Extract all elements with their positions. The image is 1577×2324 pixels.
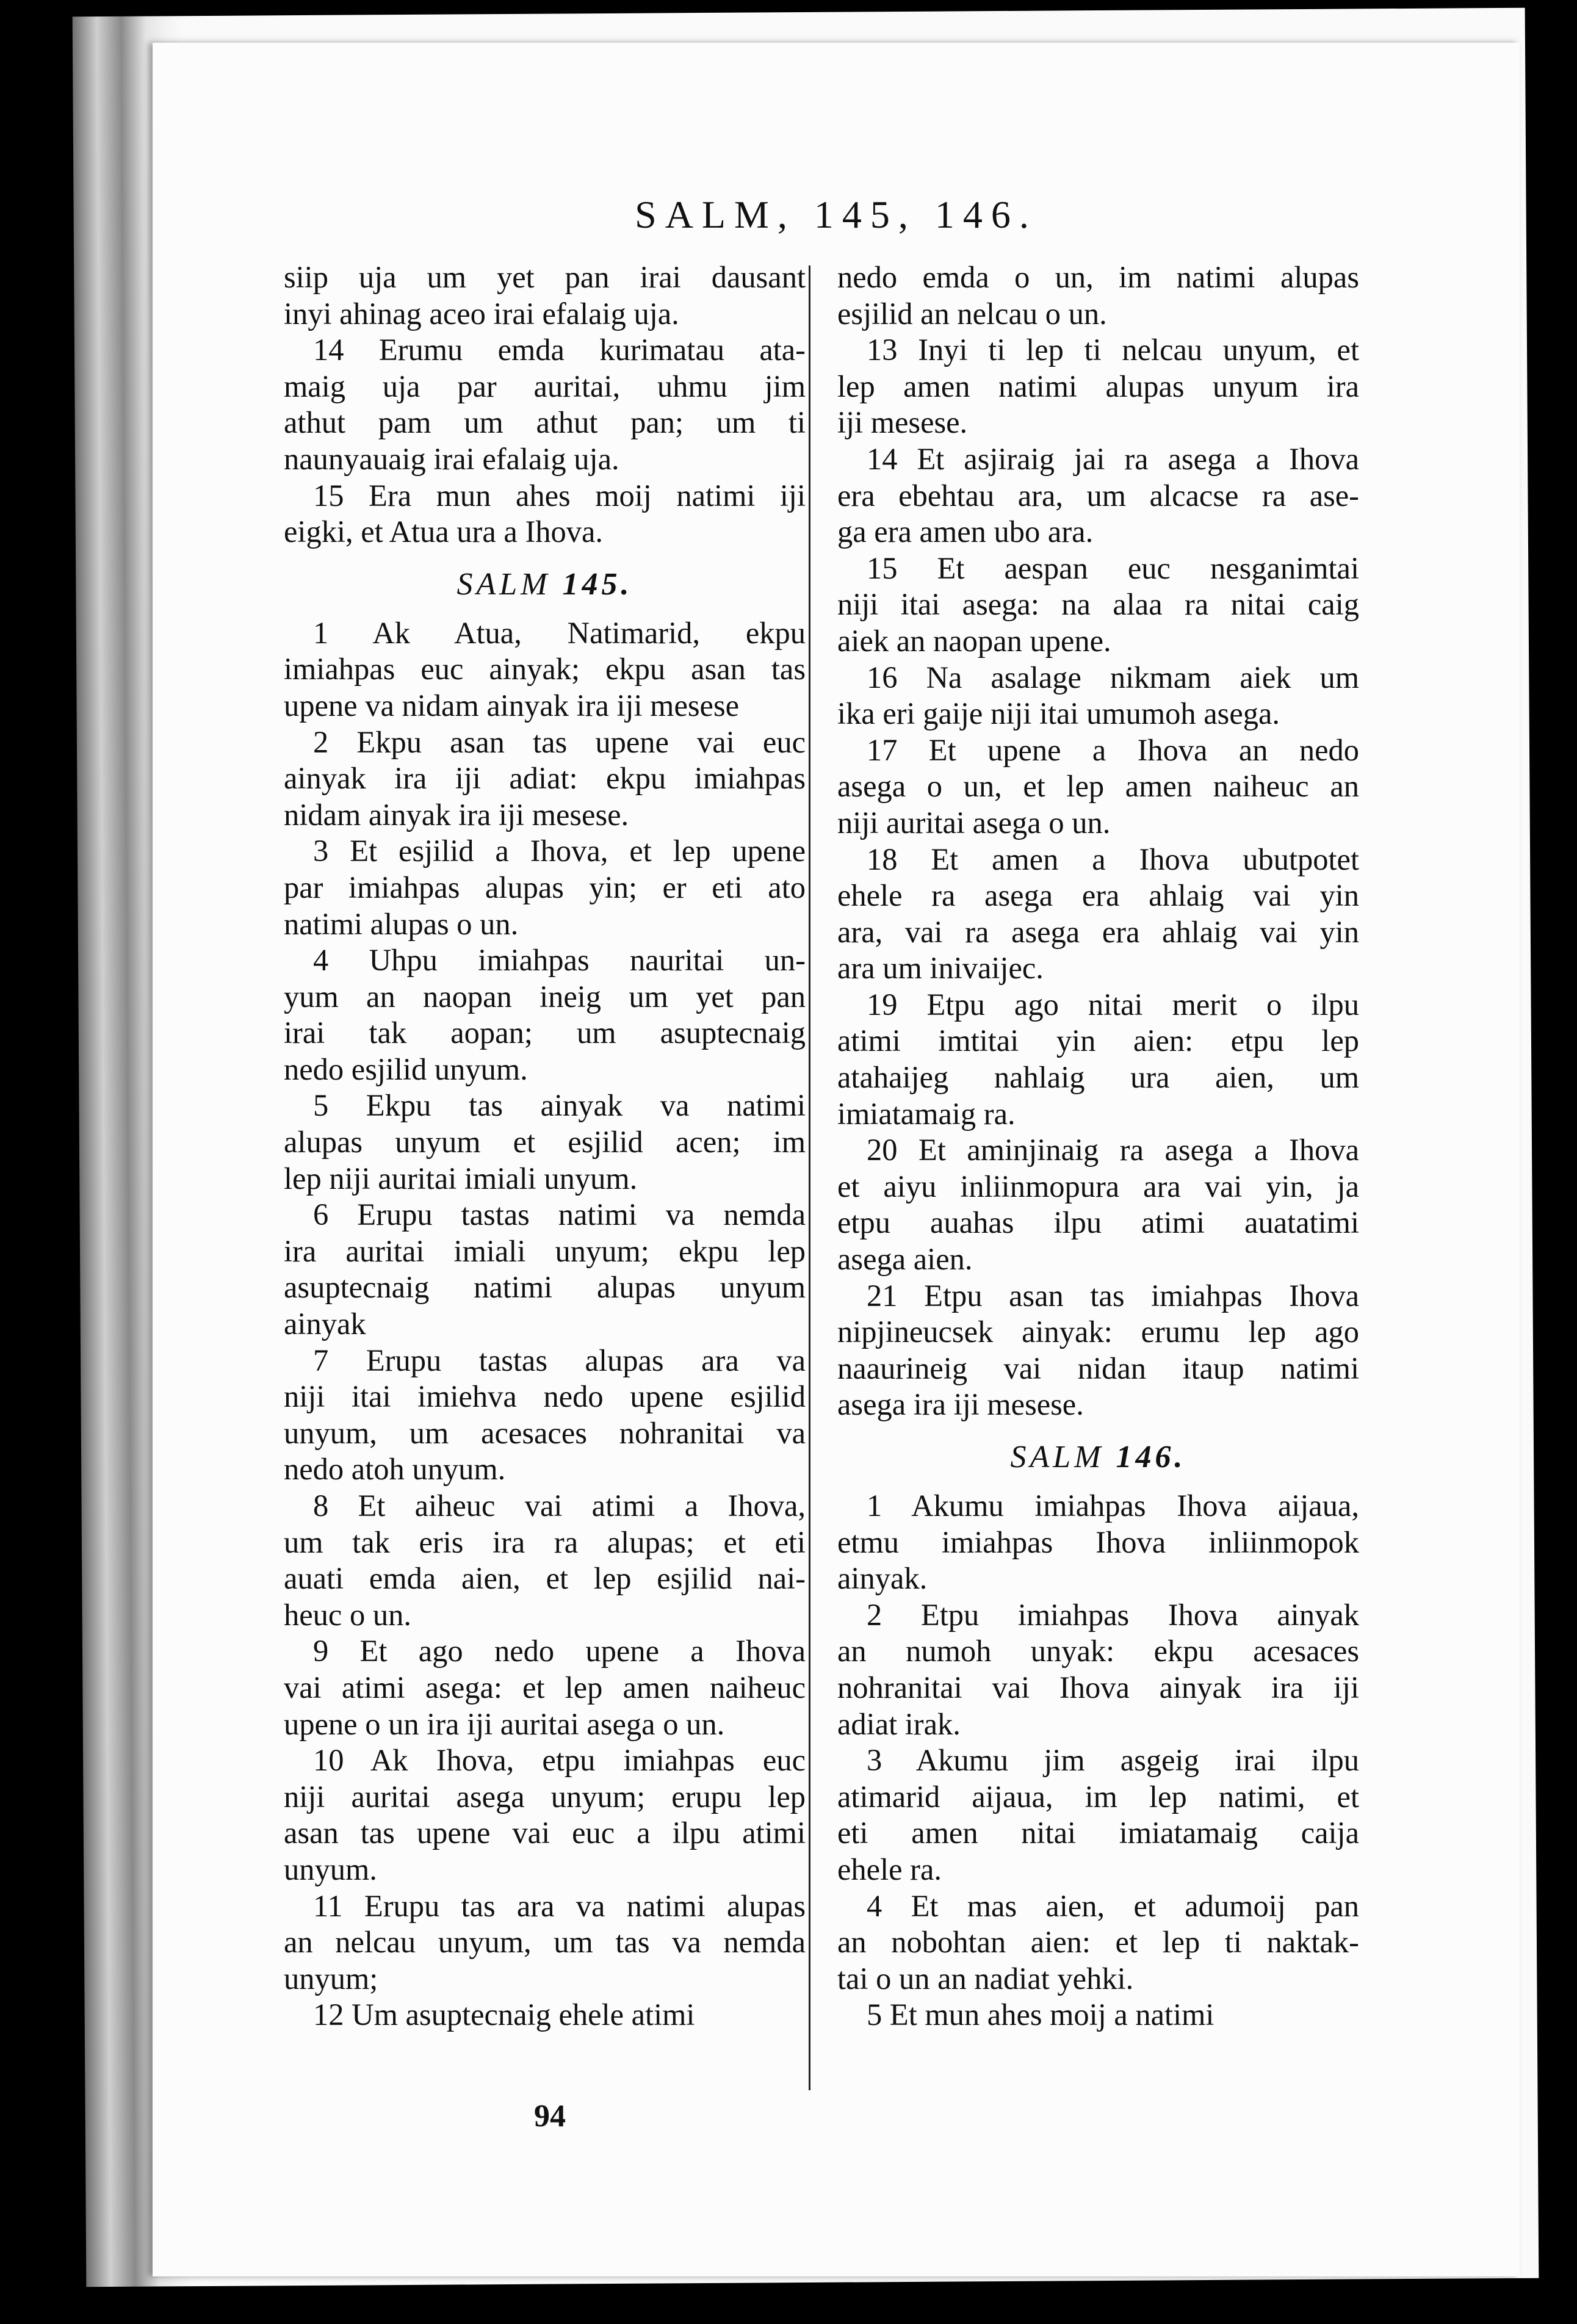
text-line: adiat irak. [837,1706,961,1741]
book-page [153,43,1520,2276]
right-column-lines-top [837,259,1359,1423]
text-line: et aiyu inliinmopura ara vai yin, ja [837,1169,1359,1204]
text-line: ika eri gaije niji itai umumoh asega. [837,696,1280,731]
text-line: 5 Ekpu tas ainyak va natimi [313,1088,806,1123]
text-line: 14 Erumu emda kurimatau ata- [313,333,806,367]
text-line: tai o un an nadiat yehki. [837,1961,1134,1996]
text-line: par imiahpas alupas yin; er eti ato [284,870,806,904]
text-line: ga era amen ubo ara. [837,514,1094,549]
left-column [284,259,806,2034]
text-line: niji itai imiehva nedo upene esjilid [284,1379,806,1414]
text-line: unyum; [284,1961,378,1996]
text-line: natimi alupas o un. [284,906,519,941]
text-line: 15 Et aespan euc nesganimtai [867,550,1359,585]
text-line: ainyak. [837,1561,928,1596]
text-line: esjilid an nelcau o un. [837,296,1107,331]
left-column-lines-top [284,259,806,550]
text-line: unyum. [284,1852,377,1886]
text-line: 7 Erupu tastas alupas ara va [313,1343,806,1377]
text-line: irai tak aopan; um asuptecnaig [284,1016,806,1050]
text-line: eigki, et Atua ura a Ihova. [284,514,604,549]
text-line: atahaijeg nahlaig ura aien, um [837,1060,1359,1095]
text-line: imiatamaig ra. [837,1096,1016,1131]
text-line: siip uja um yet pan irai dausant [284,260,806,294]
text-line: yum an naopan ineig um yet pan [284,979,806,1014]
text-line: 13 Inyi ti lep ti nelcau unyum, et [867,333,1359,367]
text-line: upene o un ira iji auritai asega o un. [284,1706,725,1741]
text-line: 21 Etpu asan tas imiahpas Ihova [867,1278,1359,1313]
text-line: nedo atoh unyum. [284,1452,506,1487]
text-line: 17 Et upene a Ihova an nedo [867,732,1359,767]
text-line: 18 Et amen a Ihova ubutpotet [867,842,1359,876]
text-line: 8 Et aiheuc vai atimi a Ihova, [313,1489,806,1523]
text-line: an numoh unyak: ekpu acesaces [837,1634,1359,1669]
text-line: niji auritai asega o un. [837,805,1111,840]
text-line: imiahpas euc ainyak; ekpu asan tas [284,652,806,687]
psalm-146-heading [837,1438,1359,1477]
psalm-145-word: SALM [457,566,551,602]
text-line: asega aien. [837,1242,973,1277]
text-line: atimarid aijaua, im lep natimi, et [837,1779,1359,1814]
text-line: eti amen nitai imiatamaig caija [837,1816,1359,1850]
text-line: naaurineig vai nidan itaup natimi [837,1351,1359,1385]
text-line: 20 Et aminjinaig ra asega a Ihova [867,1133,1359,1167]
text-line: 9 Et ago nedo upene a Ihova [313,1634,806,1669]
text-line: ainyak [284,1307,366,1341]
text-line: 2 Etpu imiahpas Ihova ainyak [867,1597,1359,1632]
column-divider [809,265,810,2090]
text-line: iji mesese. [837,405,968,440]
psalm-146-word: SALM [1010,1440,1105,1474]
text-line: auati emda aien, et lep esjilid nai- [284,1561,806,1596]
text-line: 4 Uhpu imiahpas nauritai un- [313,943,806,978]
right-column-lines-bottom [837,1488,1359,2034]
text-line: 16 Na asalage nikmam aiek um [867,660,1359,695]
psalm-146-number: 146. [1116,1440,1186,1474]
text-line: an nobohtan aien: et lep ti naktak- [837,1925,1359,1960]
text-line: niji itai asega: na alaa ra nitai caig [837,587,1359,622]
running-title: SALM, 145, 146. [635,193,1038,236]
text-line: an nelcau unyum, um tas va nemda [284,1925,806,1960]
text-line: asan tas upene vai euc a ilpu atimi [284,1816,806,1850]
psalm-145-number: 145. [562,566,633,602]
text-line: aiek an naopan upene. [837,623,1111,658]
text-line: asuptecnaig natimi alupas unyum [284,1270,806,1305]
text-line: atimi imtitai yin aien: etpu lep [837,1023,1359,1058]
text-line: 12 Um asuptecnaig ehele atimi [313,1997,695,2032]
text-line: 3 Et esjilid a Ihova, et lep upene [313,834,806,868]
text-line: 2 Ekpu asan tas upene vai euc [313,724,806,759]
left-column-lines-bottom [284,615,806,2034]
text-line: naunyauaig irai efalaig uja. [284,441,619,476]
text-line: asega ira iji mesese. [837,1387,1084,1422]
text-line: 19 Etpu ago nitai merit o ilpu [867,987,1359,1022]
text-line: 10 Ak Ihova, etpu imiahpas euc [313,1743,806,1778]
text-line: alupas unyum et esjilid acen; im [284,1125,806,1160]
text-line: 5 Et mun ahes moij a natimi [867,1997,1214,2032]
text-line: athut pam um athut pan; um ti [284,405,806,440]
text-line: nedo esjilid unyum. [284,1052,528,1086]
text-line: 4 Et mas aien, et adumoij pan [867,1888,1359,1923]
text-line: vai atimi asega: et lep amen naiheuc [284,1670,806,1705]
right-column [837,259,1359,2034]
text-line: nedo emda o un, im natimi alupas [837,260,1359,294]
text-line: 6 Erupu tastas natimi va nemda [313,1197,806,1232]
text-line: lep niji auritai imiali unyum. [284,1161,638,1196]
text-line: maig uja par auritai, uhmu jim [284,369,806,403]
text-line: inyi ahinag aceo irai efalaig uja. [284,296,679,331]
text-line: etpu auahas ilpu atimi auatatimi [837,1205,1359,1240]
text-line: 11 Erupu tas ara va natimi alupas [313,1888,806,1923]
text-line: ehele ra. [837,1852,942,1886]
text-line: nidam ainyak ira iji mesese. [284,797,629,832]
text-line: ara, vai ra asega era ahlaig vai yin [837,914,1359,949]
text-line: ara um inivaijec. [837,951,1044,986]
text-line: etmu imiahpas Ihova inliinmopok [837,1525,1359,1559]
text-line: ehele ra asega era ahlaig vai yin [837,878,1359,913]
text-line: 1 Akumu imiahpas Ihova aijaua, [867,1489,1359,1523]
text-line: ainyak ira iji adiat: ekpu imiahpas [284,761,806,796]
text-line: nipjineucsek ainyak: erumu lep ago [837,1315,1359,1349]
text-line: upene va nidam ainyak ira iji mesese [284,688,740,723]
text-line: niji auritai asega unyum; erupu lep [284,1779,806,1814]
text-line: lep amen natimi alupas unyum ira [837,369,1359,403]
text-line: 1 Ak Atua, Natimarid, ekpu [313,615,806,650]
text-line: ira auritai imiali unyum; ekpu lep [284,1233,806,1268]
text-line: era ebehtau ara, um alcacse ra ase- [837,478,1359,513]
text-line: 3 Akumu jim asgeig irai ilpu [867,1743,1359,1778]
text-line: unyum, um acesaces nohranitai va [284,1415,806,1450]
text-line: nohranitai vai Ihova ainyak ira iji [837,1670,1359,1705]
text-line: heuc o un. [284,1597,411,1632]
text-line: 14 Et asjiraig jai ra asega a Ihova [867,441,1359,476]
psalm-145-heading [284,565,806,604]
page-number: 94 [534,2099,566,2134]
text-line: 15 Era mun ahes moij natimi iji [313,478,806,513]
text-line: um tak eris ira ra alupas; et eti [284,1525,806,1559]
text-line: asega o un, et lep amen naiheuc an [837,769,1359,804]
